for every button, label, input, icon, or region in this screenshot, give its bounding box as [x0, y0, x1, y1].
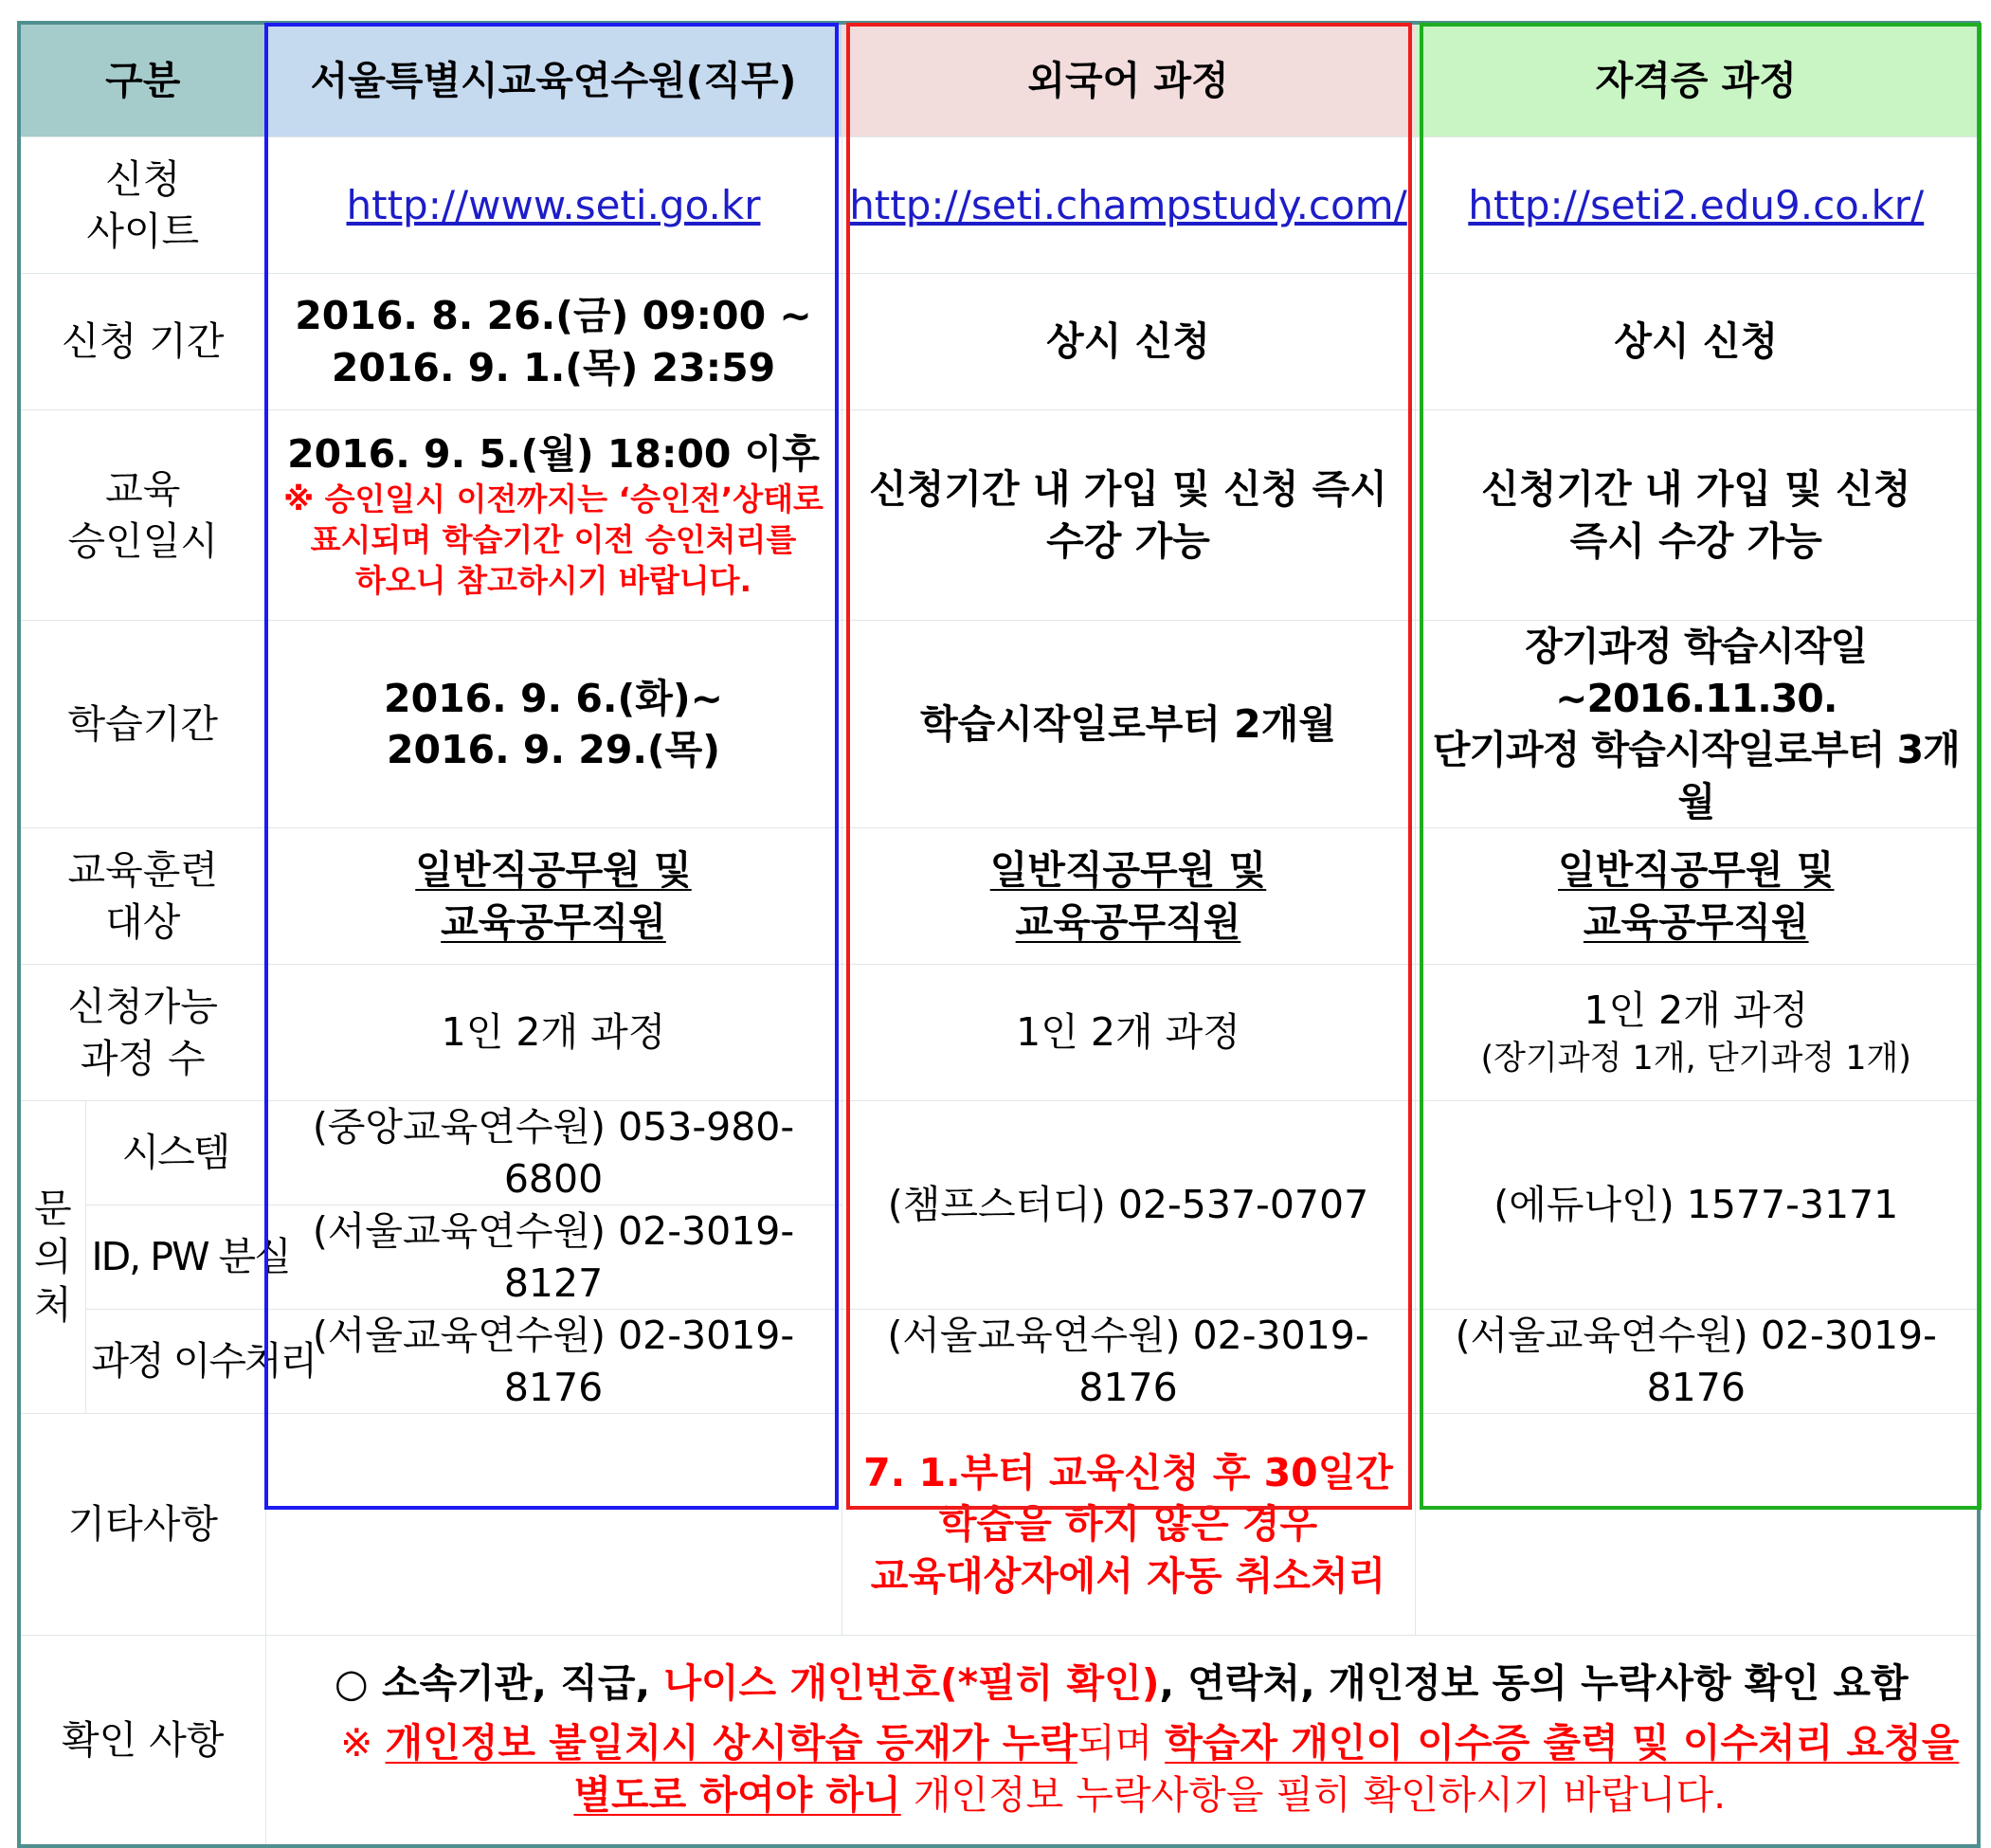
inquiry-system-contact: (중앙교육연수원) 053-980-6800 [265, 1101, 842, 1205]
courses-cell-2: 1인 2개 과정 [842, 965, 1415, 1101]
approval-row [19, 410, 1979, 621]
approval-cell-3: 신청기간 내 가입 및 신청 즉시 수강 가능 [1415, 410, 1979, 621]
champstudy-link[interactable]: http://seti.champstudy.com/ [849, 181, 1407, 228]
site-cell-2 [842, 137, 1415, 274]
confirm-line-1: ○ 소속기관, 직급, 나이스 개인번호(*필히 확인), 연락처, 개인정보 동의 누락사항 확인 요함 [334, 1660, 1909, 1707]
header-certificate: 자격증 과정 [1415, 23, 1979, 137]
study-period-3: 장기과정 학습시작일~2016.11.30. 단기과정 학습시작일로부터 3개월 [1415, 621, 1979, 828]
site-cell-3 [1415, 137, 1979, 274]
header-row [19, 23, 1979, 137]
site-row [19, 137, 1979, 274]
header-foreign-language: 외국어 과정 [842, 23, 1415, 137]
course-info-table [17, 21, 1981, 1848]
approval-cell-2: 신청기간 내 가입 및 신청 즉시 수강 가능 [842, 410, 1415, 621]
inquiry-edunine-contact: (에듀나인) 1577-3171 [1415, 1101, 1979, 1310]
target-row [19, 828, 1979, 965]
courses-label: 신청가능 과정 수 [19, 965, 265, 1101]
site-cell-1 [265, 137, 842, 274]
study-period-label: 학습기간 [19, 621, 265, 828]
inquiry-label: 문 의 처 [19, 1101, 85, 1414]
inquiry-course-row [19, 1310, 1979, 1414]
courses-count: 1인 2개 과정 [1584, 987, 1809, 1034]
study-period-1: 2016. 9. 6.(화)~ 2016. 9. 29.(목) [265, 621, 842, 828]
study-period-2: 학습시작일로부터 2개월 [842, 621, 1415, 828]
inquiry-course-contact-2: (서울교육연수원) 02-3019-8176 [842, 1310, 1415, 1414]
courses-cell-1: 1인 2개 과정 [265, 965, 842, 1101]
target-cell-1: 일반직공무원 및 교육공무직원 [265, 828, 842, 965]
inquiry-system-row [19, 1101, 1979, 1205]
inquiry-idpw-contact: (서울교육연수원) 02-3019-8127 [265, 1205, 842, 1310]
edu9-link[interactable]: http://seti2.edu9.co.kr/ [1468, 181, 1925, 228]
apply-period-2: 상시 신청 [842, 274, 1415, 410]
seti-link[interactable]: http://www.seti.go.kr [346, 181, 761, 228]
inquiry-idpw-label: ID, PW 분실 [85, 1205, 265, 1310]
target-label: 교육훈련 대상 [19, 828, 265, 965]
header-seoul-institute: 서울특별시교육연수원(직무) [265, 23, 842, 137]
apply-period-label: 신청 기간 [19, 274, 265, 410]
courses-cell-3 [1415, 965, 1979, 1101]
apply-period-row [19, 274, 1979, 410]
confirm-row [19, 1636, 1979, 1846]
approval-note: ※ 승인일시 이전까지는 ‘승인전’상태로 표시되며 학습기간 이전 승인처리를 하오니 참고하시기 바랍니다. [283, 480, 824, 600]
neis-number-note: 나이스 개인번호(*필히 확인) [663, 1660, 1160, 1707]
warning-underline-2: 학습자 개인이 이수증 출력 및 이수처리 요청을 별도로 하여야 하니 [573, 1719, 1960, 1819]
apply-period-3: 상시 신청 [1415, 274, 1979, 410]
header-category: 구분 [19, 23, 265, 137]
etc-cell-2: 7. 1.부터 교육신청 후 30일간 학습을 하지 않은 경우 교육대상자에서 자동 취소처리 [842, 1414, 1415, 1636]
approval-date: 2016. 9. 5.(월) 18:00 이후 [287, 430, 820, 477]
inquiry-system-label: 시스템 [85, 1101, 265, 1205]
target-cell-2: 일반직공무원 및 교육공무직원 [842, 828, 1415, 965]
etc-cell-3 [1415, 1414, 1979, 1636]
confirm-content [265, 1636, 1979, 1846]
confirm-line-2: ※ 개인정보 불일치시 상시학습 등재가 누락되며 학습자 개인이 이수증 출력 및 이수처리 요청을 별도로 하여야 하니 개인정보 누락사항을 필히 확인하시기 바랍니다. [340, 1719, 1960, 1819]
target-cell-3: 일반직공무원 및 교육공무직원 [1415, 828, 1979, 965]
courses-detail: (장기과정 1개, 단기과정 1개) [1480, 1039, 1911, 1078]
inquiry-course-contact-1: (서울교육연수원) 02-3019-8176 [265, 1310, 842, 1414]
inquiry-course-contact-3: (서울교육연수원) 02-3019-8176 [1415, 1310, 1979, 1414]
inquiry-champstudy-contact: (챔프스터디) 02-537-0707 [842, 1101, 1415, 1310]
approval-label: 교육 승인일시 [19, 410, 265, 621]
confirm-label: 확인 사항 [19, 1636, 265, 1846]
study-period-row [19, 621, 1979, 828]
apply-period-1: 2016. 8. 26.(금) 09:00 ~ 2016. 9. 1.(목) 23:59 [265, 274, 842, 410]
etc-cell-1 [265, 1414, 842, 1636]
etc-label: 기타사항 [19, 1414, 265, 1636]
approval-cell-1 [265, 410, 842, 621]
site-label: 신청 사이트 [19, 137, 265, 274]
warning-underline-1: 개인정보 불일치시 상시학습 등재가 누락 [385, 1719, 1077, 1766]
inquiry-course-label: 과정 이수처리 [85, 1310, 265, 1414]
courses-row [19, 965, 1979, 1101]
etc-row [19, 1414, 1979, 1636]
